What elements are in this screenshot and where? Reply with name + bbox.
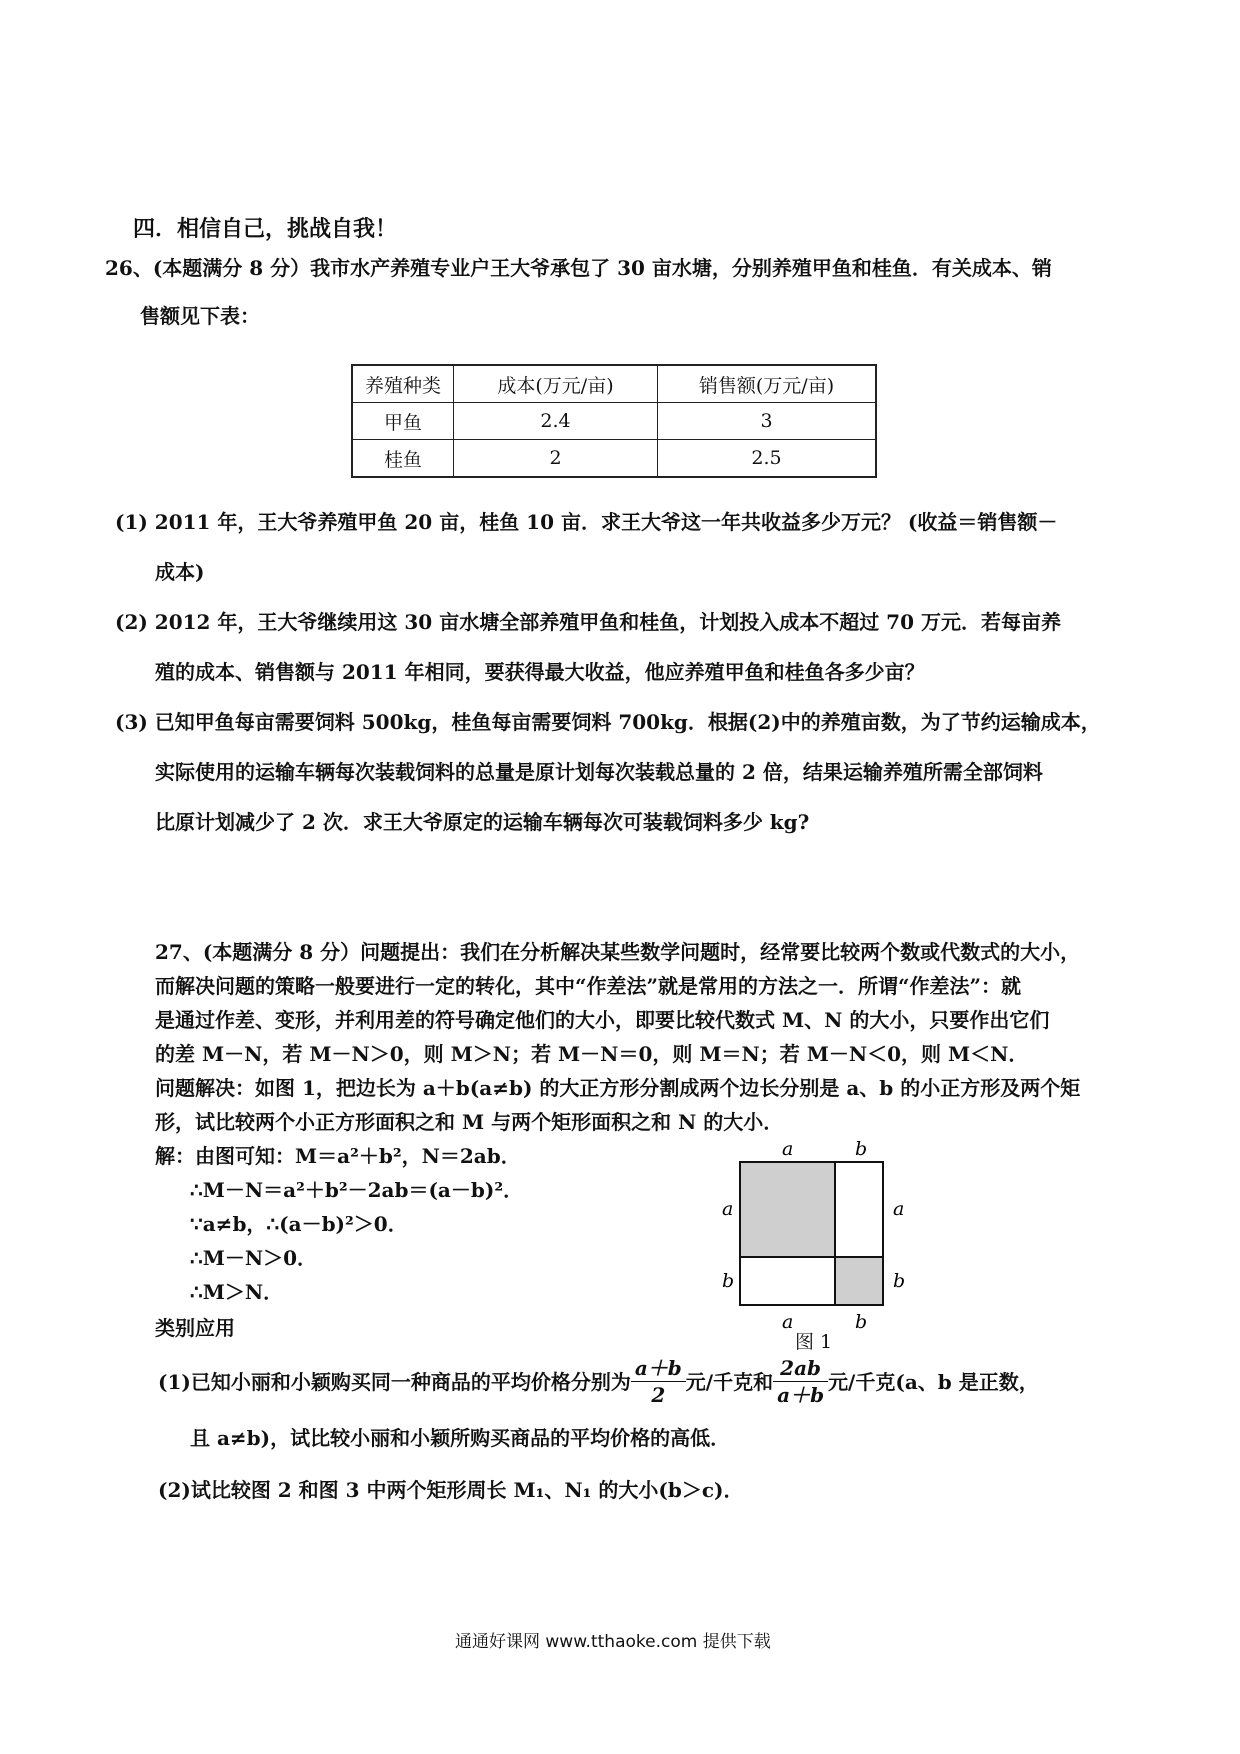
q26-part2-line2: 殖的成本、销售额与 2011 年相同，要获得最大收益，他应养殖甲鱼和桂鱼各多少亩？ bbox=[155, 660, 925, 684]
q27-app1-line2: 且 a≠b)，试比较小丽和小颖所购买商品的平均价格的高低． bbox=[190, 1426, 731, 1450]
label-top-b: b bbox=[855, 1138, 868, 1160]
q26-part3-line3: 比原计划减少了 2 次．求王大爷原定的运输车辆每次可装载饲料多少 kg? bbox=[155, 810, 810, 834]
app1-suffix: 元/千克(a、b 是正数， bbox=[828, 1369, 1039, 1394]
table-cell: 3 bbox=[658, 403, 877, 440]
fraction-1-numerator: a＋b bbox=[631, 1358, 686, 1382]
table-header-row bbox=[352, 365, 876, 403]
q26-line1: 26、(本题满分 8 分）我市水产养殖专业户王大爷承包了 30 亩水塘，分别养殖甲鱼和桂鱼．有关成本、销 bbox=[105, 256, 1052, 280]
q27-line5: 问题解决：如图 1，把边长为 a＋b(a≠b) 的大正方形分割成两个边长分别是 a、b 的小正方形及两个矩 bbox=[155, 1076, 1081, 1100]
figure-1 bbox=[710, 1135, 920, 1353]
q27-line1: 27、(本题满分 8 分）问题提出：我们在分析解决某些数学问题时，经常要比较两个数或代数式的大小， bbox=[155, 940, 1081, 964]
table-row bbox=[352, 440, 876, 478]
q27-category-heading: 类别应用 bbox=[155, 1316, 235, 1340]
figure-1-diagram bbox=[710, 1135, 920, 1350]
q27-solution-3: ∵a≠b，∴(a－b)²＞0． bbox=[190, 1212, 408, 1236]
q27-app2: (2)试比较图 2 和图 3 中两个矩形周长 M₁、N₁ 的大小(b＞c)． bbox=[158, 1478, 744, 1502]
q27-app1-line1 bbox=[158, 1358, 1039, 1405]
fraction-2-numerator: 2ab bbox=[773, 1358, 828, 1382]
q26-part3-line1: (3) 已知甲鱼每亩需要饲料 500kg，桂鱼每亩需要饲料 700kg．根据(2)中的养殖亩数，为了节约运输成本， bbox=[115, 710, 1101, 734]
table-cell: 桂鱼 bbox=[352, 440, 454, 478]
app1-mid: 元/千克和 bbox=[685, 1369, 774, 1394]
square-b bbox=[835, 1257, 883, 1305]
section-heading: 四．相信自己，挑战自我！ bbox=[133, 217, 398, 242]
q27-line4: 的差 M－N，若 M－N＞0，则 M＞N；若 M－N＝0，则 M＝N；若 M－N＜0，则 M＜N． bbox=[155, 1042, 1029, 1066]
q27-solution-5: ∴M＞N． bbox=[190, 1280, 284, 1304]
label-top-a: a bbox=[782, 1138, 794, 1160]
label-left-a: a bbox=[722, 1198, 734, 1220]
table-cell: 2.5 bbox=[658, 440, 877, 478]
q26-part2-line1: (2) 2012 年，王大爷继续用这 30 亩水塘全部养殖甲鱼和桂鱼，计划投入成本不超过 70 万元．若每亩养 bbox=[115, 610, 1061, 634]
q26-part1-line1: (1) 2011 年，王大爷养殖甲鱼 20 亩，桂鱼 10 亩．求王大爷这一年共收益多少万元？ (收益＝销售额－ bbox=[115, 510, 1058, 534]
table-header-cell: 成本(万元/亩) bbox=[454, 365, 658, 403]
q27-line3: 是通过作差、变形，并利用差的符号确定他们的大小，即要比较代数式 M、N 的大小，只要作出它们 bbox=[155, 1008, 1050, 1032]
label-right-a: a bbox=[893, 1198, 905, 1220]
q26-part3-line2: 实际使用的运输车辆每次装载饲料的总量是原计划每次装载总量的 2 倍，结果运输养殖所需全部饲料 bbox=[155, 760, 1043, 784]
fraction-2-denominator: a＋b bbox=[777, 1383, 825, 1407]
table-cell: 甲鱼 bbox=[352, 403, 454, 440]
figure-1-caption: 图 1 bbox=[795, 1331, 833, 1353]
q27-solution-4: ∴M－N＞0． bbox=[190, 1246, 318, 1270]
table-header-cell: 销售额(万元/亩) bbox=[658, 365, 877, 403]
label-bottom-b: b bbox=[855, 1311, 868, 1333]
table-cell: 2 bbox=[454, 440, 658, 478]
fraction-1-denominator: 2 bbox=[651, 1383, 666, 1407]
q26-part1-line2: 成本) bbox=[155, 560, 205, 584]
label-right-b: b bbox=[893, 1270, 906, 1292]
fraction-2 bbox=[773, 1358, 828, 1405]
app1-prefix: (1)已知小丽和小颖购买同一种商品的平均价格分别为 bbox=[158, 1369, 631, 1394]
square-a bbox=[740, 1162, 835, 1257]
table-row bbox=[352, 403, 876, 440]
q27-solution-1: 解：由图可知：M＝a²＋b²，N＝2ab． bbox=[155, 1144, 521, 1168]
label-left-b: b bbox=[722, 1270, 735, 1292]
table-cell: 2.4 bbox=[454, 403, 658, 440]
q26-line2: 售额见下表： bbox=[140, 304, 260, 328]
label-bottom-a: a bbox=[782, 1311, 794, 1333]
q26-table bbox=[351, 364, 877, 478]
q27-line2: 而解决问题的策略一般要进行一定的转化，其中“作差法”就是常用的方法之一．所谓“作差法”：就 bbox=[155, 974, 1022, 998]
q27-line6: 形，试比较两个小正方形面积之和 M 与两个矩形面积之和 N 的大小． bbox=[155, 1110, 784, 1134]
footer-credit: 通通好课网 www.tthaoke.com 提供下载 bbox=[455, 1632, 771, 1652]
table-header-cell: 养殖种类 bbox=[352, 365, 454, 403]
fraction-1 bbox=[631, 1358, 686, 1405]
q27-solution-2: ∴M－N＝a²＋b²－2ab＝(a－b)²． bbox=[190, 1178, 524, 1202]
